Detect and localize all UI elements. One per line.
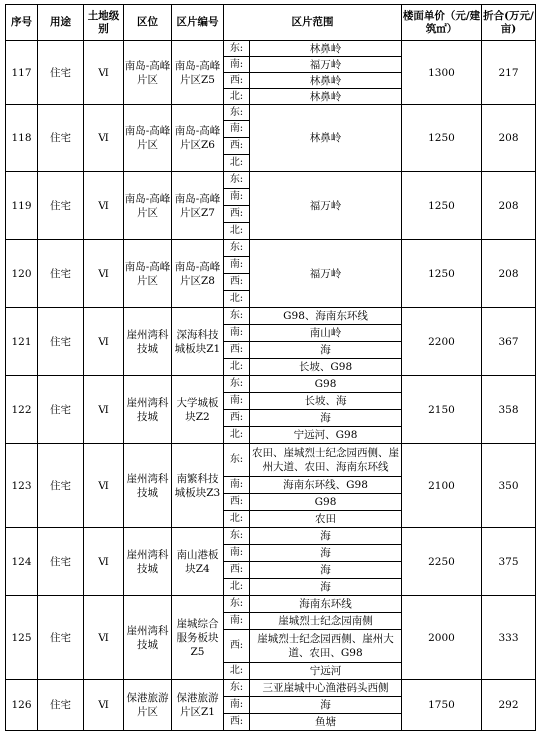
row-use: 住宅 [38, 680, 84, 731]
range-value: 海 [250, 545, 402, 562]
row-no: 125 [6, 596, 38, 680]
range-value: 宁远河 [250, 663, 402, 680]
header-use: 用途 [38, 5, 84, 41]
row-no: 119 [6, 172, 38, 240]
table-row [6, 596, 536, 613]
row-price: 1250 [402, 105, 482, 172]
row-grade: Ⅵ [84, 680, 124, 731]
row-zone: 南山港板块Z4 [172, 528, 224, 596]
range-value: 农田、崖城烈士纪念园西侧、崖州大道、农田、海南东环线 [250, 444, 402, 477]
row-price: 1250 [402, 240, 482, 308]
range-value: 海 [250, 562, 402, 579]
range-direction-label: 北: [224, 511, 250, 528]
range-direction-label: 南: [224, 393, 250, 410]
row-use: 住宅 [38, 308, 84, 376]
range-direction-label: 西: [224, 342, 250, 359]
range-direction-label: 南: [224, 545, 250, 562]
header-area: 区位 [124, 5, 172, 41]
row-no: 121 [6, 308, 38, 376]
row-grade: Ⅵ [84, 528, 124, 596]
row-price: 2000 [402, 596, 482, 680]
row-no: 124 [6, 528, 38, 596]
row-zone: 崖城综合服务板块Z5 [172, 596, 224, 680]
row-zone: 南繁科技城板块Z3 [172, 444, 224, 528]
row-price: 2200 [402, 308, 482, 376]
range-direction-label: 南: [224, 121, 250, 138]
row-price: 2100 [402, 444, 482, 528]
table-body [6, 41, 536, 731]
row-convert: 350 [482, 444, 536, 528]
range-value: 海南东环线、G98 [250, 477, 402, 494]
range-value-merged: 福万岭 [250, 172, 402, 240]
range-direction-label: 西: [224, 562, 250, 579]
table-row [6, 240, 536, 257]
range-value: 海南东环线 [250, 596, 402, 613]
row-grade: Ⅵ [84, 596, 124, 680]
range-direction-label: 西: [224, 714, 250, 731]
range-direction-label: 西: [224, 138, 250, 155]
row-use: 住宅 [38, 528, 84, 596]
row-area: 崖州湾科技城 [124, 444, 172, 528]
row-area: 崖州湾科技城 [124, 528, 172, 596]
row-use: 住宅 [38, 105, 84, 172]
range-direction-label: 东: [224, 376, 250, 393]
row-grade: Ⅵ [84, 308, 124, 376]
row-zone: 南岛-高峰片区Z6 [172, 105, 224, 172]
range-direction-label: 西: [224, 73, 250, 89]
range-direction-label: 东: [224, 680, 250, 697]
range-direction-label: 南: [224, 257, 250, 274]
range-direction-label: 南: [224, 477, 250, 494]
range-direction-label: 东: [224, 105, 250, 121]
row-grade: Ⅵ [84, 376, 124, 444]
range-value: 海 [250, 697, 402, 714]
header-no: 序号 [6, 5, 38, 41]
range-direction-label: 南: [224, 57, 250, 73]
row-use: 住宅 [38, 444, 84, 528]
row-area: 保港旅游片区 [124, 680, 172, 731]
row-convert: 208 [482, 240, 536, 308]
row-convert: 292 [482, 680, 536, 731]
range-value: 海 [250, 579, 402, 596]
range-direction-label: 南: [224, 189, 250, 206]
table-row [6, 105, 536, 121]
row-convert: 333 [482, 596, 536, 680]
range-value: 长坡、海 [250, 393, 402, 410]
range-direction-label: 东: [224, 172, 250, 189]
range-value: 崖城烈士纪念园西侧、崖州大道、农田、G98 [250, 630, 402, 663]
row-no: 123 [6, 444, 38, 528]
header-price: 楼面单价（元/建筑㎡） [402, 5, 482, 41]
range-direction-label: 南: [224, 325, 250, 342]
row-use: 住宅 [38, 41, 84, 105]
header-grade: 土地级别 [84, 5, 124, 41]
row-area: 南岛-高峰片区 [124, 172, 172, 240]
range-value: 农田 [250, 511, 402, 528]
table-row [6, 308, 536, 325]
row-grade: Ⅵ [84, 172, 124, 240]
range-value: 林鼻岭 [250, 89, 402, 105]
row-grade: Ⅵ [84, 444, 124, 528]
row-price: 1250 [402, 172, 482, 240]
range-direction-label: 南: [224, 697, 250, 714]
header-range: 区片范围 [224, 5, 402, 41]
header-convert: 折合(万元/亩) [482, 5, 536, 41]
range-value: 福万岭 [250, 57, 402, 73]
row-grade: Ⅵ [84, 105, 124, 172]
row-price: 2250 [402, 528, 482, 596]
range-value: 南山岭 [250, 325, 402, 342]
table-row [6, 680, 536, 697]
row-convert: 208 [482, 105, 536, 172]
row-no: 126 [6, 680, 38, 731]
header-zone: 区片编号 [172, 5, 224, 41]
row-area: 南岛-高峰片区 [124, 41, 172, 105]
range-value: 三亚崖城中心渔港码头西侧 [250, 680, 402, 697]
range-direction-label: 北: [224, 155, 250, 172]
range-direction-label: 北: [224, 291, 250, 308]
range-direction-label: 西: [224, 630, 250, 663]
row-price: 1750 [402, 680, 482, 731]
range-value: G98、海南东环线 [250, 308, 402, 325]
range-direction-label: 北: [224, 223, 250, 240]
row-zone: 南岛-高峰片区Z7 [172, 172, 224, 240]
range-value: 鱼塘 [250, 714, 402, 731]
row-price: 1300 [402, 41, 482, 105]
row-area: 南岛-高峰片区 [124, 105, 172, 172]
range-value: G98 [250, 376, 402, 393]
row-zone: 大学城板块Z2 [172, 376, 224, 444]
range-value: 长坡、G98 [250, 359, 402, 376]
range-direction-label: 西: [224, 274, 250, 291]
row-convert: 375 [482, 528, 536, 596]
row-no: 118 [6, 105, 38, 172]
row-area: 南岛-高峰片区 [124, 240, 172, 308]
range-value: 宁远河、G98 [250, 427, 402, 444]
range-direction-label: 东: [224, 240, 250, 257]
range-value: 海 [250, 410, 402, 427]
range-direction-label: 东: [224, 444, 250, 477]
row-zone: 南岛-高峰片区Z8 [172, 240, 224, 308]
row-area: 崖州湾科技城 [124, 376, 172, 444]
range-value: G98 [250, 494, 402, 511]
range-direction-label: 北: [224, 89, 250, 105]
row-zone: 南岛-高峰片区Z5 [172, 41, 224, 105]
range-direction-label: 东: [224, 308, 250, 325]
row-price: 2150 [402, 376, 482, 444]
range-value: 海 [250, 528, 402, 545]
table-row [6, 444, 536, 477]
range-value-merged: 林鼻岭 [250, 105, 402, 172]
row-use: 住宅 [38, 172, 84, 240]
range-value: 海 [250, 342, 402, 359]
row-grade: Ⅵ [84, 41, 124, 105]
range-direction-label: 西: [224, 410, 250, 427]
range-direction-label: 东: [224, 41, 250, 57]
range-direction-label: 东: [224, 528, 250, 545]
row-use: 住宅 [38, 240, 84, 308]
range-value: 林鼻岭 [250, 41, 402, 57]
row-area: 崖州湾科技城 [124, 308, 172, 376]
row-no: 120 [6, 240, 38, 308]
range-direction-label: 北: [224, 359, 250, 376]
row-area: 崖州湾科技城 [124, 596, 172, 680]
land-price-table [5, 4, 536, 731]
row-zone: 保港旅游片区Z1 [172, 680, 224, 731]
range-direction-label: 西: [224, 206, 250, 223]
range-direction-label: 西: [224, 494, 250, 511]
range-direction-label: 东: [224, 596, 250, 613]
row-grade: Ⅵ [84, 240, 124, 308]
range-direction-label: 北: [224, 663, 250, 680]
range-direction-label: 南: [224, 613, 250, 630]
table-header-row [6, 5, 536, 41]
row-convert: 208 [482, 172, 536, 240]
table-row [6, 41, 536, 57]
range-direction-label: 北: [224, 427, 250, 444]
row-use: 住宅 [38, 376, 84, 444]
row-use: 住宅 [38, 596, 84, 680]
row-convert: 367 [482, 308, 536, 376]
range-value: 崖城烈士纪念园南侧 [250, 613, 402, 630]
range-value: 林鼻岭 [250, 73, 402, 89]
row-no: 117 [6, 41, 38, 105]
row-convert: 358 [482, 376, 536, 444]
range-direction-label: 北: [224, 579, 250, 596]
row-zone: 深海科技城板块Z1 [172, 308, 224, 376]
row-no: 122 [6, 376, 38, 444]
range-value-merged: 福万岭 [250, 240, 402, 308]
table-row [6, 528, 536, 545]
table-row [6, 376, 536, 393]
table-row [6, 172, 536, 189]
row-convert: 217 [482, 41, 536, 105]
